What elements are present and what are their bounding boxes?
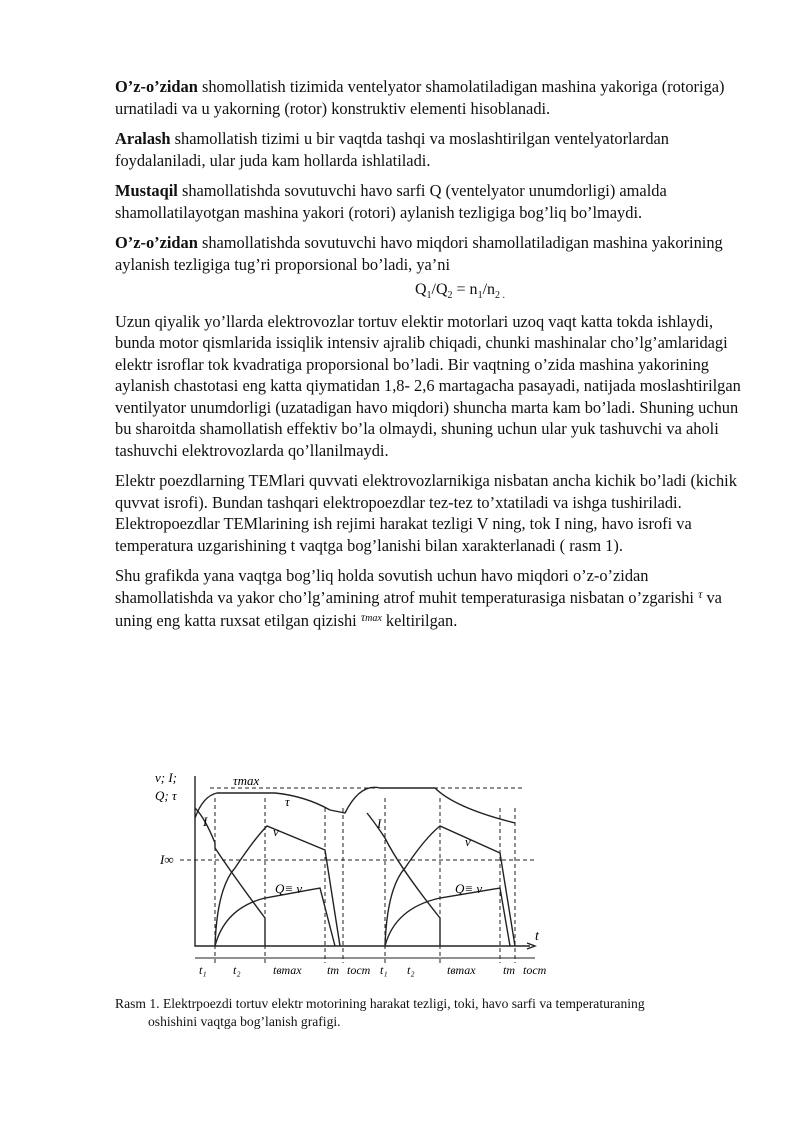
paragraph-3 [115, 180, 745, 223]
paragraph-4 [115, 232, 745, 275]
tau-label: τ [285, 794, 290, 809]
formula-sub: 1 [477, 290, 483, 302]
term-bold: O’z-o’zidan [115, 77, 198, 96]
interval-tvmax: tвmax [273, 963, 302, 977]
airflow-curve-2 [385, 888, 510, 946]
paragraph-text: shomollatish tizimida ventelyator shamolatiladigan mashina yakoriga (rotoriga) urnatiladi va u yakorning (rotor) konstruktiv elementi hisoblanadi. [115, 77, 725, 118]
tau-max-label: τmax [233, 773, 260, 788]
airflow-label-2: Q≡ v [455, 881, 483, 896]
interval-tt: tт [503, 963, 515, 977]
paragraph-text: shamollatishda sovutuvchi havo miqdori shamollatiladigan mashina yakorining aylanish tezligiga tug’ri proporsional bo’ladi, ya’ni [115, 233, 723, 274]
i-inf-label: I∞ [160, 852, 174, 867]
term-bold: O’z-o’zidan [115, 233, 198, 252]
tau-max-sub: max [365, 613, 382, 625]
y-label-1: v; I; [155, 770, 178, 785]
speed-label-1: v [273, 824, 279, 839]
interval-tt: tт [327, 963, 339, 977]
paragraph-text: keltirilgan. [381, 611, 458, 631]
formula-q2: /Q [431, 281, 448, 298]
paragraph-7 [115, 565, 745, 635]
caption-line-2: oshishini vaqtga bog’lanish grafigi. [148, 1014, 341, 1029]
interval-t1: t₁ [380, 963, 388, 977]
current-label-1: I [203, 814, 208, 829]
document-body [115, 76, 745, 644]
figure-caption [115, 995, 755, 1031]
interval-t2: t₂ [233, 963, 241, 977]
formula-n1: = n [452, 281, 478, 298]
airflow-curve-1 [215, 888, 335, 946]
tau-glyph: τ [360, 610, 366, 625]
formula-sub: 2 . [495, 290, 506, 302]
t-axis-label: t [535, 929, 539, 944]
figure-graph [155, 768, 585, 978]
paragraph-text: shamollatish tizimi u bir vaqtda tashqi va moslashtirilgan ventelyatorlardan foydalaniladi, ular juda kam hollarda ishlatiladi. [115, 129, 669, 170]
speed-curve-2 [385, 826, 515, 946]
paragraph-text: Shu grafikda yana vaqtga bog’liq holda sovutish uchun havo miqdori o’z-o’zidan shamollatishda va yakor cho’lg’amining atrof muhit temperaturasiga nisbatan o’zgarishi [115, 566, 699, 607]
paragraph-text: shamollatishda sovutuvchi havo sarfi Q (ventelyator unumdorligi) amalda shamollatilayotgan mashina yakori (rotori) aylanish tezligiga bog’liq bo’lmaydi. [115, 181, 667, 222]
current-label-2: I [377, 816, 382, 831]
y-label-2: Q; τ [155, 788, 177, 803]
graph-svg [155, 768, 585, 978]
interval-t2: t₂ [407, 963, 415, 977]
speed-label-2: v [465, 834, 471, 849]
term-bold: Mustaqil [115, 181, 178, 200]
tau-symbol: τ [698, 586, 703, 601]
formula-n2: /n [482, 281, 496, 298]
interval-t1: t₁ [199, 963, 207, 977]
tau-max-symbol [361, 610, 382, 624]
airflow-label-1: Q≡ v [275, 881, 303, 896]
formula [115, 279, 745, 307]
formula-sub: 1 [426, 290, 432, 302]
paragraph-6: Elektr poezdlarning TEMlari quvvati elektrovozlarnikiga nisbatan ancha kichik bo’ladi (kichik quvvat isrofi). Bundan tashqari elektropoezdlar tez-tez to’xtatiladi va ishga tushiriladi. Elektropoezdlar TEMlarining ish rejimi harakat tezligi V ning, tok I ning, havo isrofi va temperatura uzgarishining t vaqtga bog’lanishi bilan xarakterlanadi ( rasm 1). [115, 471, 737, 555]
current-curve-2 [367, 813, 440, 946]
caption-line-1: Rasm 1. Elektrpoezdi tortuv elektr motorining harakat tezligi, toki, havo sarfi va temperaturaning [115, 996, 645, 1011]
interval-tost: tост [523, 963, 547, 977]
interval-tvmax: tвmax [447, 963, 476, 977]
axes-lines [195, 776, 530, 946]
tau-curve [195, 787, 515, 823]
term-bold: Aralash [115, 129, 171, 148]
interval-labels [199, 963, 547, 977]
paragraph-5: Uzun qiyalik yo’llarda elektrovozlar tortuv elektir motorlari uzoq vaqt katta tokda ishlaydi, bunda motor qismlarida issiqlik intensiv ajralib chiqadi, chunki mashinalar cho’lg’amlaridagi elektr isroflar tok kvadratiga proporsional bo’ladi. Bir vaqtning o’zida mashina yakorining aylanish chastotasi eng katta qiymatidan 1,8- 2,6 martagacha pasayadi, natijada moslashtirilgan ventilyator unumdorligi (uzatadigan havo miqdori) shuncha marta kam bo’ladi. Shuning uchun bu sharoitda shamollatish effektiv bo’la olmaydi, shuning uchun ular yuk tashuvchi va aholi tashuvchi elektrovozlarda qo’llanilmaydi. [115, 311, 741, 460]
formula-sub: 2 [447, 290, 453, 302]
paragraph-text: va uning eng katta ruxsat etilgan qizishi [115, 587, 722, 631]
formula-q: Q [414, 281, 427, 298]
paragraph-1 [115, 76, 745, 119]
paragraph-2 [115, 128, 745, 171]
interval-tost: tост [347, 963, 371, 977]
